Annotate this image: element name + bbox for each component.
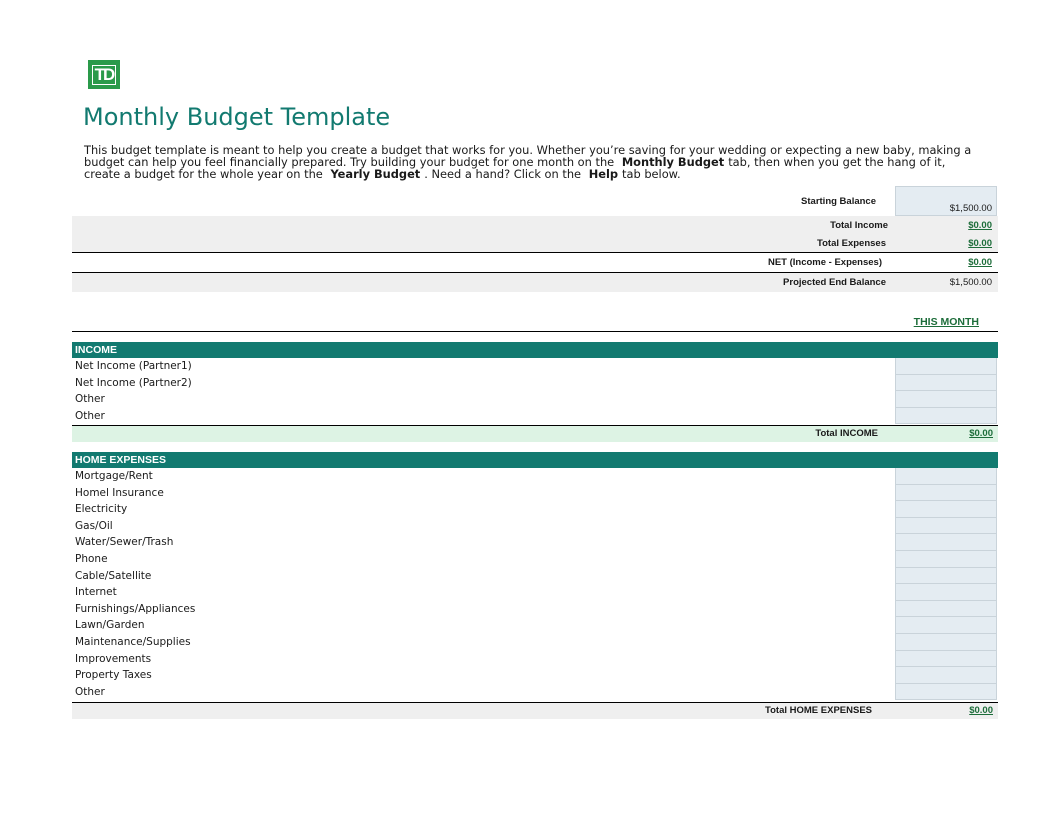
amount-input[interactable] xyxy=(895,568,997,585)
starting-balance-value: $1,500.00 xyxy=(949,203,992,214)
list-item xyxy=(72,485,998,502)
intro-part-2: tab, then when you get the hang of it, create a budget for the whole year on the xyxy=(84,155,946,181)
net-value[interactable]: $0.00 xyxy=(968,257,992,268)
item-label: Cable/Satellite xyxy=(75,569,152,582)
item-label: Other xyxy=(75,685,105,698)
item-label: Homel Insurance xyxy=(75,486,164,499)
total-expenses-value[interactable]: $0.00 xyxy=(968,238,992,249)
list-item xyxy=(72,568,998,585)
list-item xyxy=(72,684,998,701)
total-home-expenses-row xyxy=(72,702,998,719)
projected-label: Projected End Balance xyxy=(783,277,886,288)
page-title: Monthly Budget Template xyxy=(83,103,391,131)
income-items xyxy=(72,358,998,424)
amount-input[interactable] xyxy=(895,408,997,425)
item-label: Phone xyxy=(75,552,108,565)
item-label: Electricity xyxy=(75,503,128,516)
starting-balance-value-row xyxy=(72,203,998,217)
amount-input[interactable] xyxy=(895,667,997,684)
item-label: Property Taxes xyxy=(75,669,152,682)
item-label: Net Income (Partner2) xyxy=(75,376,192,389)
amount-input[interactable] xyxy=(895,485,997,502)
list-item xyxy=(72,375,998,392)
list-item xyxy=(72,651,998,668)
list-item xyxy=(72,501,998,518)
item-label: Gas/Oil xyxy=(75,519,113,532)
list-item xyxy=(72,584,998,601)
monthly-budget-tab-ref: Monthly Budget xyxy=(621,155,725,169)
total-home-expenses-label: Total HOME EXPENSES xyxy=(765,705,872,716)
income-section-header: INCOME xyxy=(72,342,998,358)
list-item xyxy=(72,391,998,408)
list-item xyxy=(72,358,998,375)
net-row xyxy=(72,253,998,272)
divider xyxy=(72,331,998,332)
list-item xyxy=(72,408,998,425)
amount-input[interactable] xyxy=(895,468,997,485)
logo-text: TD xyxy=(92,65,117,85)
amount-input[interactable] xyxy=(895,634,997,651)
list-item xyxy=(72,634,998,651)
item-label: Other xyxy=(75,393,105,406)
projected-value: $1,500.00 xyxy=(949,277,992,288)
this-month-header: THIS MONTH xyxy=(913,316,979,328)
help-tab-ref: Help xyxy=(588,167,619,181)
amount-input[interactable] xyxy=(895,358,997,375)
amount-input[interactable] xyxy=(895,534,997,551)
item-label: Lawn/Garden xyxy=(75,619,145,632)
starting-balance-label: Starting Balance xyxy=(801,196,876,207)
total-income-value[interactable]: $0.00 xyxy=(968,220,992,231)
td-logo xyxy=(88,60,120,89)
amount-input[interactable] xyxy=(895,501,997,518)
item-label: Improvements xyxy=(75,652,152,665)
amount-input[interactable] xyxy=(895,375,997,392)
list-item xyxy=(72,617,998,634)
list-item xyxy=(72,468,998,485)
amount-input[interactable] xyxy=(895,684,997,701)
intro-part-1: This budget template is meant to help you create a budget that works for you. Whether you’re saving for your wedding or expecting a new baby, making a budget can help you feel financially prepared. Try building your budget for one month on the xyxy=(84,143,972,169)
totals-band xyxy=(72,216,998,252)
intro-part-4: tab below. xyxy=(622,167,681,181)
list-item xyxy=(72,518,998,535)
total-home-expenses-value[interactable]: $0.00 xyxy=(969,705,993,716)
amount-input[interactable] xyxy=(895,584,997,601)
total-expenses-label: Total Expenses xyxy=(817,238,886,249)
total-income-label: Total Income xyxy=(830,220,888,231)
list-item xyxy=(72,667,998,684)
net-label: NET (Income - Expenses) xyxy=(767,257,882,268)
yearly-budget-tab-ref: Yearly Budget xyxy=(330,167,421,181)
list-item xyxy=(72,551,998,568)
total-income-section-value[interactable]: $0.00 xyxy=(969,428,993,439)
item-label: Internet xyxy=(75,586,117,599)
item-label: Net Income (Partner1) xyxy=(75,360,192,372)
amount-input[interactable] xyxy=(895,391,997,408)
amount-input[interactable] xyxy=(895,617,997,634)
amount-input[interactable] xyxy=(895,651,997,668)
amount-input[interactable] xyxy=(895,551,997,568)
item-label: Furnishings/Appliances xyxy=(75,602,196,615)
item-label: Maintenance/Supplies xyxy=(75,635,191,648)
list-item xyxy=(72,534,998,551)
list-item xyxy=(72,601,998,618)
item-label: Water/Sewer/Trash xyxy=(75,536,174,549)
home-expenses-section-header: HOME EXPENSES xyxy=(72,452,998,468)
total-income-row xyxy=(72,425,998,442)
intro-part-3: . Need a hand? Click on the xyxy=(424,167,582,181)
item-label: Other xyxy=(75,409,105,422)
total-income-section-label: Total INCOME xyxy=(815,428,878,439)
intro-text xyxy=(84,144,984,180)
home-expense-items xyxy=(72,468,998,700)
item-label: Mortgage/Rent xyxy=(75,470,153,482)
amount-input[interactable] xyxy=(895,601,997,618)
projected-row xyxy=(72,273,998,292)
amount-input[interactable] xyxy=(895,518,997,535)
